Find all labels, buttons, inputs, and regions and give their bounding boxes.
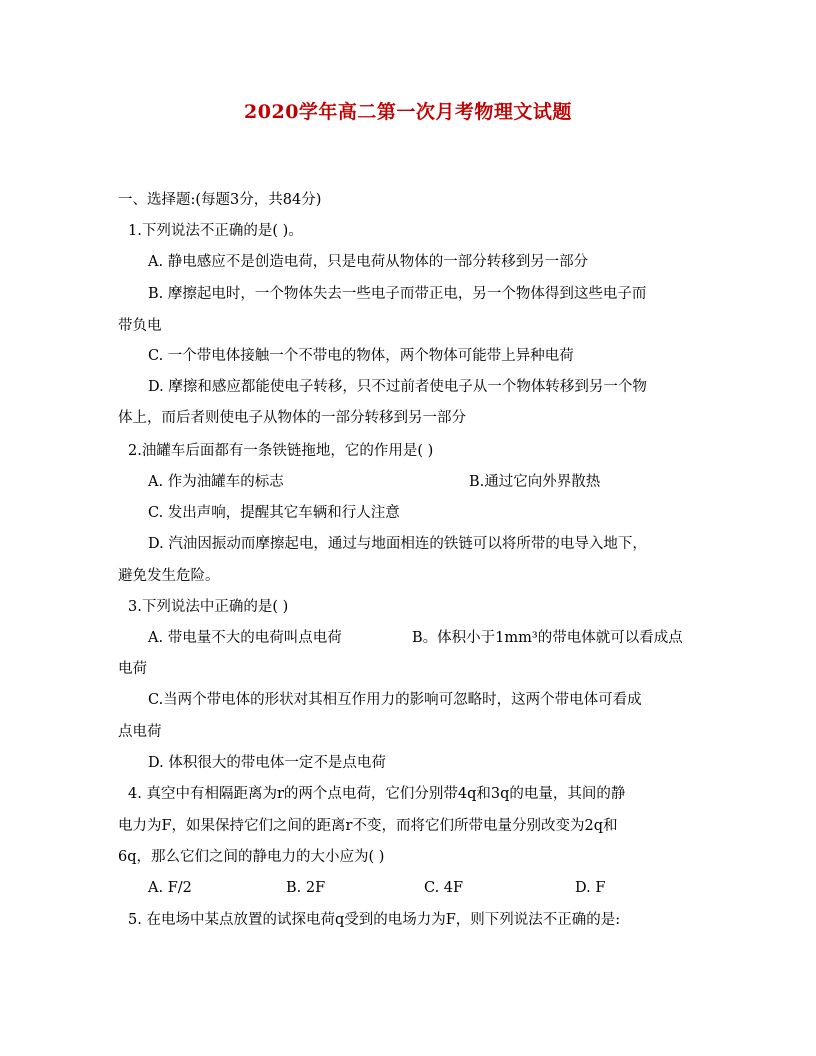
question-1-option-b-continued: 带负电 [118, 318, 162, 334]
question-3-option-b: B。体积小于1mm³的带电体就可以看成点 [412, 630, 683, 646]
question-5-stem: 5. 在电场中某点放置的试探电荷q受到的电场力为F，则下列说法不正确的是: [128, 912, 621, 928]
question-1-option-c: C. 一个带电体接触一个不带电的物体，两个物体可能带上异种电荷 [148, 348, 574, 364]
question-2-option-d: D. 汽油因振动而摩擦起电，通过与地面相连的铁链可以将所带的电导入地下， [148, 536, 647, 552]
question-3-option-c: C.当两个带电体的形状对其相互作用力的影响可忽略时，这两个带电体可看成 [148, 692, 642, 708]
question-4-stem-continued-2: 6q，那么它们之间的静电力的大小应为( ) [118, 849, 385, 865]
question-4-stem-continued-1: 电力为F，如果保持它们之间的距离r不变，而将它们所带电量分别改变为2q和 [118, 818, 618, 834]
question-2-option-c: C. 发出声响，提醒其它车辆和行人注意 [148, 505, 400, 521]
question-4-option-b: B. 2F [286, 880, 326, 896]
question-4-stem: 4. 真空中有相隔距离为r的两个点电荷，它们分别带4q和3q的电量，其间的静 [128, 786, 626, 802]
question-4-option-d: D. F [575, 880, 606, 896]
question-3-stem: 3.下列说法中正确的是( ) [128, 599, 289, 615]
question-1-option-d-continued: 体上，而后者则使电子从物体的一部分转移到另一部分 [118, 410, 466, 426]
question-2-stem: 2.油罐车后面都有一条铁链拖地，它的作用是( ) [128, 443, 434, 459]
question-1-option-a: A. 静电感应不是创造电荷，只是电荷从物体的一部分转移到另一部分 [148, 254, 589, 270]
question-1-option-d: D. 摩擦和感应都能使电子转移，只不过前者使电子从一个物体转移到另一个物 [148, 379, 647, 395]
question-2-option-b: B.通过它向外界散热 [469, 474, 601, 490]
question-3-option-d: D. 体积很大的带电体一定不是点电荷 [148, 755, 386, 771]
question-1-option-b: B. 摩擦起电时，一个物体失去一些电子而带正电，另一个物体得到这些电子而 [148, 286, 647, 302]
document-title: 2020学年高二第一次月考物理文试题 [244, 101, 572, 123]
question-1-stem: 1.下列说法不正确的是( )。 [128, 223, 303, 239]
section-heading: 一、选择题:(每题3分，共84分) [118, 192, 322, 208]
question-3-option-c-continued: 点电荷 [118, 724, 162, 740]
question-4-option-a: A. F/2 [148, 880, 192, 896]
question-2-option-a: A. 作为油罐车的标志 [148, 474, 284, 490]
question-3-option-b-continued: 电荷 [118, 661, 147, 677]
question-4-option-c: C. 4F [424, 880, 464, 896]
question-3-option-a: A. 带电量不大的电荷叫点电荷 [148, 630, 342, 646]
question-2-option-d-continued: 避免发生危险。 [118, 568, 220, 584]
